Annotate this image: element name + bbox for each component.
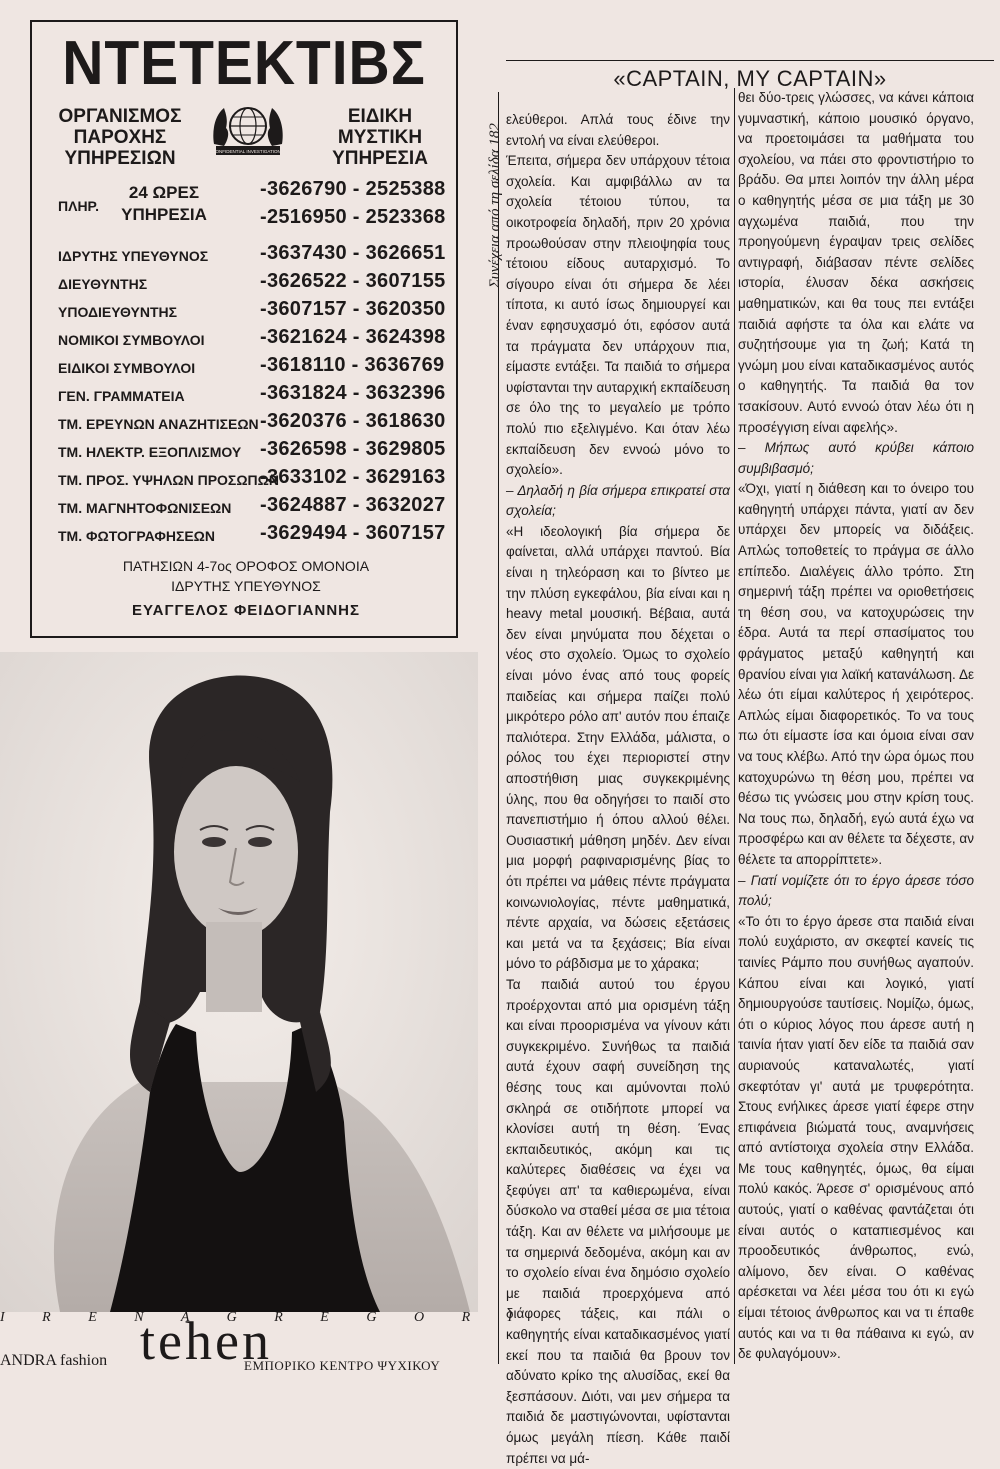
hours-label: 24 ΩΡΕΣ ΥΠΗΡΕΣΙΑ [121, 183, 207, 224]
phone-row: ΕΙΔΙΚΟΙ ΣΥΜΒΟΥΛΟΙ -3618110 - 3636769 [58, 354, 445, 376]
article-paragraph: «Η ιδεολογική βία σήμερα δε φαίνεται, αλλά υπάρχει παντού. Βία είναι η τηλεόραση και το βίντεο με την πλύση εγκεφάλου, βία είναι και η heavy metal μουσική. Βέβαια, αυτά δεν είναι μηνύματα που δέχεται ο νέος στο σχολείο. Όμως το σχολείο είναι μόνο ένας από τους φορείς παιδείας και σήμερα παίζει πολύ μικρότερο ρόλο απ' αυτόν που έπαιζε παλιότερα. Στην Ελλάδα, μάλιστα, ο ρόλος του έχει περιοριστεί στην αποστήθιση μιας συγκεκριμένης ύλης, που θα οδηγήσει το παιδί στο πανεπιστήμιο ή όπου αλλού θέλει. Ουσιαστική μάθηση μηδέν. Δεν είναι μια μορφή ραφιναρισμένης βίας το ότι πρέπει να μάθεις πέντε πράγματα κοινωνιολογίας, πέντε μαθηματικά, πέντε αρχαία, να δώσεις εξετάσεις και μετά να τα ξεχάσεις; Βία είναι μόνο το ράβδισμα με το χάρακα; [506, 523, 730, 972]
photo-caption: I R E N A G R E G O R I [0, 1310, 530, 1325]
hours-number-1: -3626790 - 2525388 [260, 178, 446, 200]
ad-header-left: ΟΡΓΑΝΙΣΜΟΣ ΠΑΡΟΧΗΣ ΥΠΗΡΕΣΙΩΝ [58, 106, 182, 169]
article-column-1 [506, 110, 730, 1469]
article-title: «CAPTAIN, MY CAPTAIN» [613, 66, 887, 91]
article-paragraph: «Το ότι το έργο άρεσε στα παιδιά είναι πολύ ευχάριστο, αν σκεφτεί κανείς τις ταινίες Ράμπο που συνήθως αγαπούν. Κάπου είναι και λογικό, γιατί δημιουργούσε ταυτίσεις. Νομίζω, όμως, ότι ο κύριος λόγος που άρεσε αυτή η ταινία ήταν γιατί δεν είδε τα παιδιά σαν αυριανούς καταναλωτές, γιατί σκεφτόταν γι' αυτά με τρυφερότητα. Στους ενήλικες άρεσε γιατί έφερε στην επιφάνεια βιώματά τους, αναμνήσεις από αντίστοιχα σχολεία στην Ελλάδα. Με τους καθηγητές, όμως, θα είμαι πολύ κακός. Άρεσε σ' ορισμένους από αυτούς, γιατί ο καθένας φαντάζεται ότι είναι αυτός ο καταπιεσμένος και προοδευτικός άνθρωπος, ενώ, αλίμονο, δεν είναι. Ο καθένας αρέσκεται να λέει μέσα του ότι κι εγώ είμαι τέτοιος άνθρωπος και να τι έπαθε αυτός και να τι θα πάθαινα κι εγώ, αν δε φυλαγόμουν». [738, 913, 974, 1362]
store-location: ΕΜΠΟΡΙΚΟ ΚΕΝΤΡΟ ΨΥΧΙΚΟΥ [244, 1358, 441, 1373]
article-paragraph: «Όχι, γιατί η διάθεση και το όνειρο του καθηγητή υπάρχει πάντα, γιατί αν δεν υπάρχει δεν μπορείς να διδάξεις. Απλώς τοποθετείς το πράγμα σε άλλο επίπεδο. Διαλέγεις άλλο τρόπο. Στη σημερινή τάξη πρέπει να οριοθετήσεις τη θέση σου, να κατοχυρώσεις την έδρα. Αυτά τα περί σπασίματος του φράγματος μεταξύ καθηγητή και θρανίου είναι για λαϊκή κατανάλωση. Δε λέω ότι είμαι καλύτερος ή χειρότερος. Απλώς είμαι διαφορετικός. Το να τους πω ότι είμαστε ίσα και όμοια είναι σαν να τους κλέβω. Από την ώρα όμως που κατοχυρώνω τη θέση μου, πρέπει να θέσω τις γνώσεις μου στην κρίση τους. Να τους πω, δηλαδή, εγώ αυτά έχω να προσφέρω και αν θέλετε τα δέχεστε, αν θέλετε τα απορρίπτετε». [738, 481, 974, 867]
globe-lions-emblem-icon [204, 94, 292, 164]
brand-logo: tehen [140, 1311, 272, 1371]
interview-question: – Μήπως αυτό κρύβει κάποιο συμβιβασμό; [738, 440, 974, 476]
article-column-2 [738, 88, 974, 1365]
phone-row: ΝΟΜΙΚΟΙ ΣΥΜΒΟΥΛΟΙ -3621624 - 3624398 [58, 326, 446, 348]
plir-label: ΠΛΗΡ. [58, 198, 99, 214]
phone-row: ΤΜ. ΦΩΤΟΓΡΑΦΗΣΕΩΝ -3629494 - 3607157 [58, 522, 446, 544]
article-paragraph: θει δύο-τρεις γλώσσες, να κάνει κάποια γυμναστική, κάποιο μουσικό όργανο, να προετοιμάσει τα μαθήματα του σχολείου, να πάει στο φροντιστήριο το βράδυ. Θα μπει λοιπόν την άλλη μέρα ο καθηγητής μέσα σε μια τάξη με 30 αγχωμένα παιδιά, που την προηγούμενη έγραψαν τρεις σελίδες αντιγραφή, διάβασαν πέντε σελίδες ιστορία, έλυσαν δέκα ασκήσεις μαθηματικών, και θα τους πει εντάξει παιδιά αφήστε τα όλα και ελάτε να συζητήσουμε για τη ζωή; Κατά τη γνώμη μου είναι καταδικασμένος αυτός ο καθηγητής. Τα παιδιά θα τον τσακίσουν. Αυτό εννοώ όταν λέω ότι η προσέγγιση είναι αφελής». [738, 90, 974, 435]
title-rule [506, 60, 994, 61]
hours-number-2: -2516950 - 2523368 [260, 206, 446, 228]
ad-logo [204, 94, 292, 164]
phone-row: ΙΔΡΥΤΗΣ ΥΠΕΥΘΥΝΟΣ -3637430 - 3626651 [58, 242, 446, 264]
article-paragraph: Έπειτα, σήμερα δεν υπάρχουν τέτοια σχολεία. Και αμφιβάλλω αν τα σχολεία τέτοιου τύπου, τα οικοτροφεία δηλαδή, πριν 20 χρόνια προωθούσαν στην πλειοψηφία τους τέτοιου είδους αυταρχισμό. Το σίγουρο είναι ότι σήμερα δε λέει τίποτα, κι αυτό ίσως δημιουργεί και έναν εφησυχασμό ότι, εφόσον αυτά τα πράγματα δεν υπάρχουν πια, είμαστε εντάξει. Τα παιδιά το σήμερα υφίστανται την αυταρχική εκπαίδευση σε όλο της το μεγαλείο με τρόπο πολύ πιο εξελιγμένο. Και όταν λέω εκπαίδευση δεν εννοώ μόνο το σχολείο». [506, 153, 730, 478]
ad-founder-label: ΙΔΡΥΤΗΣ ΥΠΕΥΘΥΝΟΣ [171, 578, 321, 594]
interview-question: – Δηλαδή η βία σήμερα επικρατεί στα σχολεία; [506, 482, 730, 519]
store-name: ANDRA fashion [0, 1352, 108, 1369]
fashion-photo [0, 652, 530, 1352]
phone-row: ΤΜ. ΗΛΕΚΤΡ. ΕΞΟΠΛΙΣΜΟΥ -3626598 - 3629805 [58, 438, 446, 460]
interview-question: – Γιατί νομίζετε ότι το έργο άρεσε τόσο πολύ; [738, 872, 974, 909]
model-portrait-image [0, 652, 478, 1312]
ad-address: ΠΑΤΗΣΙΩΝ 4-7ος ΟΡΟΦΟΣ ΟΜΟΝΟΙΑ [122, 558, 370, 574]
ad-title: ΝΤΕΤΕΚΤΙΒΣ [62, 29, 426, 98]
phone-row: ΤΜ. ΕΡΕΥΝΩΝ ΑΝΑΖΗΤΙΣΕΩΝ -3620376 - 3618630 [58, 410, 446, 432]
article-paragraph: Τα παιδιά αυτού του έργου προέρχονται από μια ορισμένη τάξη και είναι προορισμένα να γίνουν κάτι συγκεκριμένο. Συνήθως τα παιδιά αυτά έχουν σαφή συνείδηση της θέσης τους και αμύνονται πολύ σκληρά σε οτιδήποτε μπορεί να κλονίσει αυτή τη θέση. Ένας εκπαιδευτικός, ακόμη και τις καλύτερες διαθέσεις να έχει να ξεφύγει απ' τα καθιερωμένα, είναι δύσκολο να σταθεί μέσα σε μια τέτοια τάξη. Και αν θέλετε να μιλήσουμε με τα σημερινά δεδομένα, ακόμη και αν το σχολείο είναι ένα δημόσιο σχολείο με παιδιά προερχόμενα από διάφορες τάξεις, και πάλι ο καθηγητής είναι καταδικασμένος γιατί εκεί που τα παιδιά θα βρουν τον αδύνατο κρίκο της αλυσίδας, εκεί θα ξεσπάσουν. Διότι, ναι μεν σήμερα τα παιδιά δε μαστιγώνονται, υφίστανται όμως μεγάλη πίεση. Κάθε παιδί πρέπει να μά- [506, 976, 730, 1466]
phone-row: ΓΕΝ. ΓΡΑΜΜΑΤΕΙΑ -3631824 - 3632396 [58, 382, 446, 404]
phone-row: ΥΠΟΔΙΕΥΘΥΝΤΗΣ -3607157 - 3620350 [58, 298, 446, 320]
phone-row: ΔΙΕΥΘΥΝΤΗΣ -3626522 - 3607155 [58, 270, 446, 292]
column-rule [498, 92, 499, 1364]
phone-row: ΤΜ. ΜΑΓΝΗΤΟΦΩΝΙΣΕΩΝ -3624887 - 3632027 [58, 494, 446, 516]
svg-text:CONFIDENTIAL INVESTIGATIONS: CONFIDENTIAL INVESTIGATIONS [212, 149, 284, 154]
ad-founder-name: ΕΥΑΓΓΕΛΟΣ ΦΕΙΔΟΓΙΑΝΝΗΣ [131, 602, 360, 619]
article-paragraph: ελεύθεροι. Απλά τους έδινε την εντολή να είναι ελεύθεροι. [506, 112, 730, 148]
column-rule [734, 88, 735, 1364]
phone-row: ΤΜ. ΠΡΟΣ. ΥΨΗΛΩΝ ΠΡΟΣΩΠΩΝ -3633102 - 3629163 [58, 466, 446, 488]
continued-note: Συνέχεια από τη σελίδα 182 [487, 123, 503, 288]
detective-ad [30, 20, 458, 638]
ad-header-right: ΕΙΔΙΚΗ ΜΥΣΤΙΚΗ ΥΠΗΡΕΣΙΑ [332, 106, 428, 169]
